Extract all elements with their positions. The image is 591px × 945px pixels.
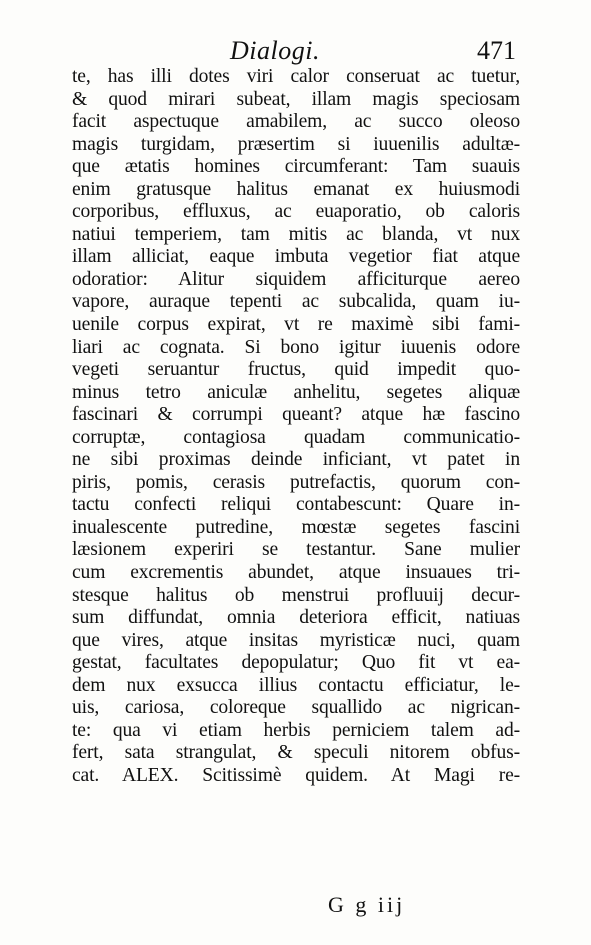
text-line: odoratior: Alitur siquidem afficiturque aereo xyxy=(72,268,520,290)
text-line: magis turgidam, præsertim si iuuenilis adultæ- xyxy=(72,133,520,155)
text-line: liari ac cognata. Si bono igitur iuuenis odore xyxy=(72,336,520,358)
text-line: fascinari & corrumpi queant? atque hæ fascino xyxy=(72,404,520,426)
text-line: uenile corpus expirat, vt re maximè sibi fami- xyxy=(72,314,520,336)
text-line: ne sibi proximas deinde inficiant, vt patet in xyxy=(72,449,520,471)
text-line: tactu confecti reliqui contabescunt: Quare in- xyxy=(72,494,520,516)
text-line: fert, sata strangulat, & speculi nitorem obfus- xyxy=(72,742,520,764)
text-line: stesque halitus ob menstrui profluuij decur- xyxy=(72,584,520,606)
running-head xyxy=(76,36,516,68)
text-line: corruptæ, contagiosa quadam communicatio- xyxy=(72,426,520,448)
text-line: que ætatis homines circumferant: Tam suauis xyxy=(72,156,520,178)
text-line: gestat, facultates depopulatur; Quo fit vt ea- xyxy=(72,652,520,674)
text-line: vegeti seruantur fructus, quid impedit quo- xyxy=(72,359,520,381)
text-line: te, has illi dotes viri calor conseruat ac tuetur, xyxy=(72,66,520,87)
text-line: cat. ALEX. Scitissimè quidem. At Magi re- xyxy=(72,764,520,786)
text-line: inualescente putredine, mœstæ segetes fascini xyxy=(72,516,520,538)
text-line: piris, pomis, cerasis putrefactis, quorum con- xyxy=(72,471,520,493)
text-line: facit aspectuque amabilem, ac succo oleoso xyxy=(72,111,520,133)
text-line: læsionem experiri se testantur. Sane mulier xyxy=(72,539,520,561)
text-line: dem nux exsucca illius contactu efficiatur, le- xyxy=(72,674,520,696)
text-line: illam alliciat, eaque imbuta vegetior fiat atque xyxy=(72,246,520,268)
text-line: sum diffundat, omnia deteriora efficit, natiuas xyxy=(72,607,520,629)
running-title: Dialogi. xyxy=(230,36,320,65)
text-line: vapore, auraque tepenti ac subcalida, quam iu- xyxy=(72,291,520,313)
text-line: cum excrementis abundet, atque insuaues tri- xyxy=(72,562,520,584)
text-line: uis, cariosa, coloreque squallido ac nigrican- xyxy=(72,697,520,719)
text-line: & quod mirari subeat, illam magis speciosam xyxy=(72,88,520,110)
signature-mark: G g iij xyxy=(328,892,406,917)
text-line: minus tetro aniculæ anhelitu, segetes aliquæ xyxy=(72,381,520,403)
text-line: enim gratusque halitus emanat ex huiusmodi xyxy=(72,178,520,200)
text-line: corporibus, effluxus, ac euaporatio, ob caloris xyxy=(72,201,520,223)
text-line: te: qua vi etiam herbis perniciem talem ad- xyxy=(72,719,520,741)
body-text xyxy=(72,66,520,788)
text-line: que vires, atque insitas myristicæ nuci, quam xyxy=(72,629,520,651)
text-line: natiui temperiem, tam mitis ac blanda, vt nux xyxy=(72,223,520,245)
page-number: 471 xyxy=(477,36,516,65)
